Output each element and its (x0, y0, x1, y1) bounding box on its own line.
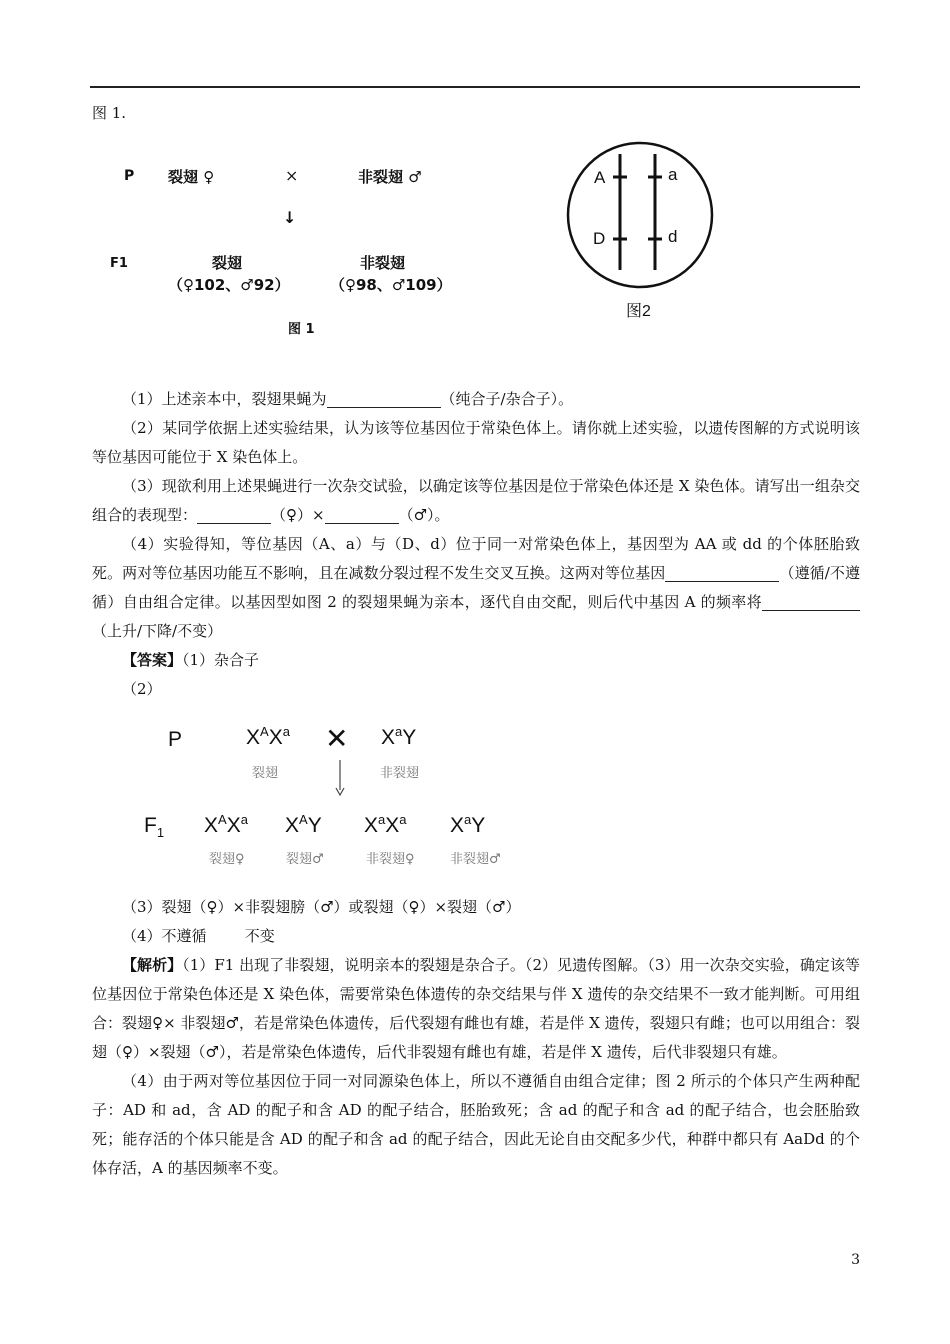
gene-label-D: D (593, 229, 606, 248)
q3-male-blank[interactable] (325, 505, 399, 524)
page-number: 3 (851, 1252, 860, 1268)
question-2: （2）某同学依据上述实验结果，认为该等位基因位于常染色体上。请你就上述实验，以遗传图解的方式说明该等位基因可能位于 X 染色体上。 (92, 419, 860, 466)
fig1-offspring2-name: 非裂翅 (360, 254, 406, 272)
fig1-p-label: P (124, 168, 135, 184)
q4-mid-text: （遵循/不遵循）自由组合定律。以基因型如图 2 的裂翅果蝇为亲本，逐代自由交配，则后代中基因 A 的频率将 (92, 564, 860, 611)
fig1-cross-symbol: × (285, 166, 299, 185)
figure-reference: 图 1. (92, 104, 127, 122)
fig1-parent-male: 非裂翅 ♂ (358, 168, 422, 186)
header-rule (90, 86, 860, 88)
offspring-3-phenotype: 非裂翅♀ (366, 852, 415, 867)
gene-label-A: A (594, 168, 606, 187)
q3-male-label: （♂）。 (398, 506, 450, 524)
question-3 (92, 472, 860, 530)
offspring-2-phenotype: 裂翅♂ (286, 852, 324, 867)
q3-text: （3）现欲利用上述果蝇进行一次杂交试验，以确定该等位基因是位于常染色体还是 X 染色体。请写出一组杂交组合的表现型： (92, 477, 860, 524)
fig1-offspring1-name: 裂翅 (212, 254, 243, 272)
offspring-3-genotype: $X^aX^a$ (364, 812, 407, 837)
diagram-p-label: P (168, 728, 183, 751)
answer-line-1 (92, 646, 860, 675)
analysis-text-1: （1）F1 出现了非裂翅，说明亲本的裂翅是杂合子。（2）见遗传图解。（3）用一次杂交实验，确定该等位基因位于常染色体还是 X 染色体，需要常染色体遗传的杂交结果与伴 X 遗传的杂交结果不一致才能判断。可用组合：裂翅♀× 非裂翅♂，若是常染色体遗传，后代裂翅有雌也有雄，若是伴 X 遗传，裂翅只有雌；也可以用组合：裂翅（♀）×裂翅（♂），若是常染色体遗传，后代非裂翅有雌也有雄，若是伴 X 遗传，后代非裂翅只有雄。 (92, 956, 860, 1061)
fig1-f1-label: F1 (110, 256, 128, 271)
offspring-4-genotype: $X^aY$ (450, 812, 486, 837)
question-4 (92, 530, 860, 646)
chromosome-diagram (565, 140, 715, 290)
q4-blank-2[interactable] (762, 592, 860, 611)
parent-female-phenotype: 裂翅 (252, 766, 279, 781)
fig1-parent-female: 裂翅 ♀ (168, 168, 215, 186)
analysis-block (92, 893, 860, 1183)
questions-block (92, 385, 860, 704)
gene-label-a: a (668, 165, 678, 184)
q4-options: （上升/下降/不变） (92, 622, 223, 640)
q3-female-label: （♀）× (271, 506, 325, 524)
q1-options: （纯合子/杂合子）。 (440, 390, 574, 408)
parent-female-genotype: $X^AX^a$ (246, 724, 290, 749)
fig1-caption: 图 1 (288, 322, 315, 337)
analysis-label: 【解析】 (122, 956, 183, 974)
answer-1: （1）杂合子 (182, 651, 260, 669)
answer-label: 【答案】 (122, 651, 183, 669)
analysis-paragraph-2: （4）由于两对等位基因位于同一对同源染色体上，所以不遵循自由组合定律；图 2 所示的个体只产生两种配子：AD 和 ad，含 AD 的配子和含 AD 的配子结合，胚胎致死；含 ad 的配子和含 ad 的配子结合，也会胚胎致死；能存活的个体只能是含 AD 的配子和含 ad 的配子结合，因此无论自由交配多少代，种群中都只有 AaDd 的个体存活，A 的基因频率不变。 (92, 1072, 860, 1177)
q1-answer-blank[interactable] (327, 389, 441, 408)
fig2-caption: 图2 (626, 303, 651, 320)
answer-2: （2） (122, 680, 162, 698)
diagram-f1-label: $F_1$ (144, 814, 165, 841)
fig1-offspring1-counts: （♀102、♂92） (168, 276, 290, 294)
q3-female-blank[interactable] (197, 505, 271, 524)
diagram-cross-symbol: ✕ (325, 723, 349, 754)
diagram-down-arrow (334, 760, 346, 796)
parent-male-genotype: $X^aY$ (381, 724, 417, 749)
answer-4: （4）不遵循 不变 (122, 927, 275, 945)
fig1-arrow: ↓ (283, 208, 297, 227)
parent-male-phenotype: 非裂翅 (380, 766, 420, 781)
offspring-1-phenotype: 裂翅♀ (209, 852, 245, 867)
fig1-offspring2-counts: （♀98、♂109） (330, 276, 452, 294)
cell-outline (568, 143, 712, 287)
offspring-4-phenotype: 非裂翅♂ (450, 852, 501, 867)
offspring-1-genotype: $X^AX^a$ (204, 812, 248, 837)
gene-label-d: d (668, 227, 678, 246)
answer-3: （3）裂翅（♀）×非裂翅膀（♂）或裂翅（♀）×裂翅（♂） (122, 898, 521, 916)
offspring-2-genotype: $X^AY$ (285, 812, 322, 837)
q1-text: （1）上述亲本中，裂翅果蝇为 (122, 390, 327, 408)
q4-text: （4）实验得知，等位基因（A、a）与（D、d）位于同一对常染色体上，基因型为 AA 或 dd 的个体胚胎致死。两对等位基因功能互不影响，且在减数分裂过程不发生交叉互换。这两对等位基因 (92, 535, 860, 582)
question-1 (92, 385, 860, 414)
analysis-paragraph-1 (92, 951, 860, 1067)
q4-blank-1[interactable] (665, 563, 779, 582)
